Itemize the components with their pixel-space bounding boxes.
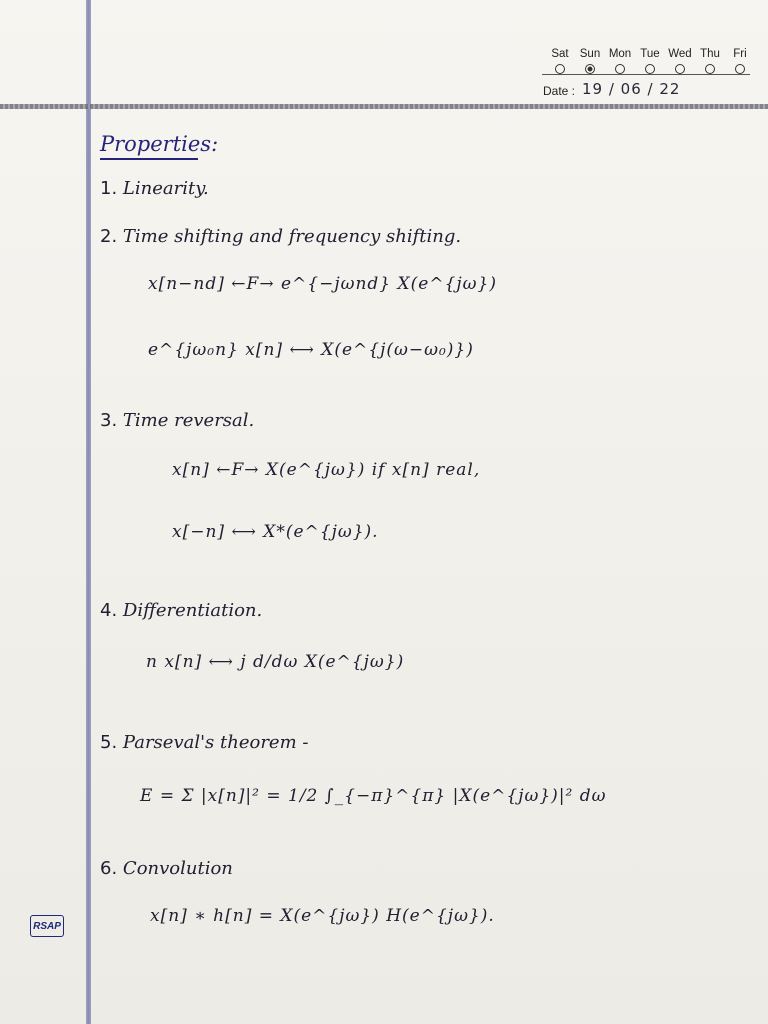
formula-differentiation: n x[n] ⟷ j d/dω X(e^{jω}) — [146, 652, 405, 672]
item-5: 5. Parseval's theorem - — [100, 732, 309, 753]
day-dot — [675, 64, 685, 74]
rsap-logo: RSAP — [30, 915, 64, 937]
weekday-selector — [548, 48, 752, 74]
formula-convolution: x[n] ∗ h[n] = X(e^{jω}) H(e^{jω}). — [150, 906, 495, 926]
day-sun: Sun — [578, 48, 602, 74]
day-sat: Sat — [548, 48, 572, 74]
item-2: 2. Time shifting and frequency shifting. — [100, 226, 462, 247]
day-mon: Mon — [608, 48, 632, 74]
header-rule — [0, 104, 768, 109]
day-dot-checked — [585, 64, 595, 74]
day-thu: Thu — [698, 48, 722, 74]
day-dot — [615, 64, 625, 74]
day-dot — [735, 64, 745, 74]
margin-line — [86, 0, 91, 1024]
day-wed: Wed — [668, 48, 692, 74]
date-underline — [542, 74, 750, 75]
item-4: 4. Differentiation. — [100, 600, 263, 621]
formula-time-shift: x[n−nd] ←F→ e^{−jωnd} X(e^{jω}) — [148, 274, 497, 294]
date-value: 19 / 06 / 22 — [582, 80, 681, 98]
page-title: Properties: — [100, 132, 219, 156]
day-dot — [645, 64, 655, 74]
formula-frequency-shift: e^{jω₀n} x[n] ⟷ X(e^{j(ω−ω₀)}) — [148, 340, 474, 360]
date-label: Date : — [543, 84, 576, 98]
item-3: 3. Time reversal. — [100, 410, 255, 431]
formula-parseval: E = Σ |x[n]|² = 1/2 ∫_{−π}^{π} |X(e^{jω})|² dω — [140, 786, 607, 806]
day-dot — [705, 64, 715, 74]
title-underline — [100, 158, 198, 160]
item-1: 1. Linearity. — [100, 178, 209, 199]
item-6: 6. Convolution — [100, 858, 233, 879]
formula-time-reversal: x[−n] ⟷ X*(e^{jω}). — [172, 522, 379, 542]
day-tue: Tue — [638, 48, 662, 74]
day-fri: Fri — [728, 48, 752, 74]
formula-real-signal: x[n] ←F→ X(e^{jω}) if x[n] real, — [172, 460, 481, 480]
day-dot — [555, 64, 565, 74]
